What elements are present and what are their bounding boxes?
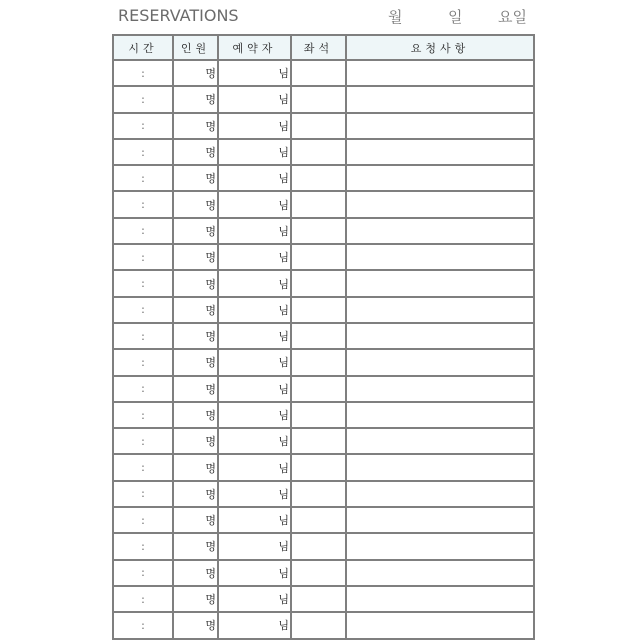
table-row [113,349,534,375]
name-cell[interactable]: 님 [218,507,291,533]
time-cell[interactable]: : [113,376,173,402]
request-cell[interactable] [346,86,534,112]
page-title: RESERVATIONS [118,6,239,25]
request-cell[interactable] [346,113,534,139]
name-cell[interactable]: 님 [218,481,291,507]
time-cell[interactable]: : [113,454,173,480]
time-cell[interactable]: : [113,270,173,296]
request-cell[interactable] [346,349,534,375]
time-cell[interactable]: : [113,244,173,270]
name-cell[interactable]: 님 [218,560,291,586]
time-cell[interactable]: : [113,218,173,244]
seat-cell[interactable] [291,507,346,533]
people-cell[interactable]: 명 [173,560,218,586]
time-cell[interactable]: : [113,612,173,638]
time-cell[interactable]: : [113,165,173,191]
name-cell[interactable]: 님 [218,612,291,638]
people-cell[interactable]: 명 [173,191,218,217]
people-cell[interactable]: 명 [173,86,218,112]
request-cell[interactable] [346,428,534,454]
column-header-name: 예약자 [218,35,291,60]
time-cell[interactable]: : [113,323,173,349]
time-cell[interactable]: : [113,560,173,586]
seat-cell[interactable] [291,270,346,296]
seat-cell[interactable] [291,60,346,86]
people-cell[interactable]: 명 [173,113,218,139]
people-cell[interactable]: 명 [173,60,218,86]
table-row [113,270,534,296]
table-row [113,533,534,559]
request-cell[interactable] [346,297,534,323]
seat-cell[interactable] [291,86,346,112]
name-cell[interactable]: 님 [218,297,291,323]
people-cell[interactable]: 명 [173,612,218,638]
seat-cell[interactable] [291,402,346,428]
people-cell[interactable]: 명 [173,376,218,402]
request-cell[interactable] [346,507,534,533]
table-row [113,586,534,612]
month-label: 월 [388,8,403,26]
table-row [113,507,534,533]
request-cell[interactable] [346,481,534,507]
time-cell[interactable]: : [113,428,173,454]
table-row [113,191,534,217]
seat-cell[interactable] [291,191,346,217]
request-cell[interactable] [346,454,534,480]
time-cell[interactable]: : [113,191,173,217]
time-cell[interactable]: : [113,113,173,139]
seat-cell[interactable] [291,244,346,270]
request-cell[interactable] [346,533,534,559]
name-cell[interactable]: 님 [218,165,291,191]
request-cell[interactable] [346,560,534,586]
people-cell[interactable]: 명 [173,507,218,533]
request-cell[interactable] [346,402,534,428]
column-header-people: 인원 [173,35,218,60]
people-cell[interactable]: 명 [173,244,218,270]
table-row [113,612,534,638]
seat-cell[interactable] [291,349,346,375]
name-cell[interactable]: 님 [218,454,291,480]
table-row [113,60,534,86]
reservations-table [112,34,535,640]
seat-cell[interactable] [291,533,346,559]
name-cell[interactable]: 님 [218,139,291,165]
time-cell[interactable]: : [113,481,173,507]
table-row [113,454,534,480]
table-row [113,244,534,270]
time-cell[interactable]: : [113,402,173,428]
people-cell[interactable]: 명 [173,481,218,507]
seat-cell[interactable] [291,297,346,323]
time-cell[interactable]: : [113,297,173,323]
table-row [113,323,534,349]
name-cell[interactable]: 님 [218,86,291,112]
time-cell[interactable]: : [113,533,173,559]
seat-cell[interactable] [291,481,346,507]
people-cell[interactable]: 명 [173,428,218,454]
table-row [113,376,534,402]
weekday-label: 요일 [498,8,527,26]
column-header-time: 시간 [113,35,173,60]
request-cell[interactable] [346,165,534,191]
people-cell[interactable]: 명 [173,349,218,375]
seat-cell[interactable] [291,612,346,638]
people-cell[interactable]: 명 [173,297,218,323]
people-cell[interactable]: 명 [173,533,218,559]
people-cell[interactable]: 명 [173,165,218,191]
request-cell[interactable] [346,376,534,402]
people-cell[interactable]: 명 [173,218,218,244]
name-cell[interactable]: 님 [218,428,291,454]
name-cell[interactable]: 님 [218,113,291,139]
name-cell[interactable]: 님 [218,349,291,375]
name-cell[interactable]: 님 [218,586,291,612]
time-cell[interactable]: : [113,349,173,375]
table-row [113,218,534,244]
day-label: 일 [448,8,463,26]
request-cell[interactable] [346,612,534,638]
name-cell[interactable]: 님 [218,270,291,296]
seat-cell[interactable] [291,376,346,402]
request-cell[interactable] [346,218,534,244]
people-cell[interactable]: 명 [173,586,218,612]
table-row [113,113,534,139]
name-cell[interactable]: 님 [218,376,291,402]
request-cell[interactable] [346,191,534,217]
people-cell[interactable]: 명 [173,454,218,480]
seat-cell[interactable] [291,139,346,165]
column-header-seat: 좌석 [291,35,346,60]
time-cell[interactable]: : [113,507,173,533]
name-cell[interactable]: 님 [218,323,291,349]
people-cell[interactable]: 명 [173,323,218,349]
people-cell[interactable]: 명 [173,402,218,428]
table-row [113,86,534,112]
seat-cell[interactable] [291,560,346,586]
request-cell[interactable] [346,586,534,612]
name-cell[interactable]: 님 [218,244,291,270]
time-cell[interactable]: : [113,586,173,612]
seat-cell[interactable] [291,454,346,480]
time-cell[interactable]: : [113,86,173,112]
table-row [113,165,534,191]
request-cell[interactable] [346,244,534,270]
table-header-row [113,35,534,60]
seat-cell[interactable] [291,586,346,612]
request-cell[interactable] [346,139,534,165]
name-cell[interactable]: 님 [218,60,291,86]
request-cell[interactable] [346,323,534,349]
request-cell[interactable] [346,60,534,86]
request-cell[interactable] [346,270,534,296]
table-row [113,560,534,586]
name-cell[interactable]: 님 [218,191,291,217]
people-cell[interactable]: 명 [173,139,218,165]
seat-cell[interactable] [291,218,346,244]
table-row [113,297,534,323]
table-row [113,139,534,165]
column-header-request: 요청사항 [346,35,534,60]
name-cell[interactable]: 님 [218,402,291,428]
seat-cell[interactable] [291,323,346,349]
time-cell[interactable]: : [113,60,173,86]
name-cell[interactable]: 님 [218,218,291,244]
people-cell[interactable]: 명 [173,270,218,296]
table-row [113,402,534,428]
table-row [113,481,534,507]
seat-cell[interactable] [291,113,346,139]
table-row [113,428,534,454]
seat-cell[interactable] [291,428,346,454]
seat-cell[interactable] [291,165,346,191]
time-cell[interactable]: : [113,139,173,165]
name-cell[interactable]: 님 [218,533,291,559]
